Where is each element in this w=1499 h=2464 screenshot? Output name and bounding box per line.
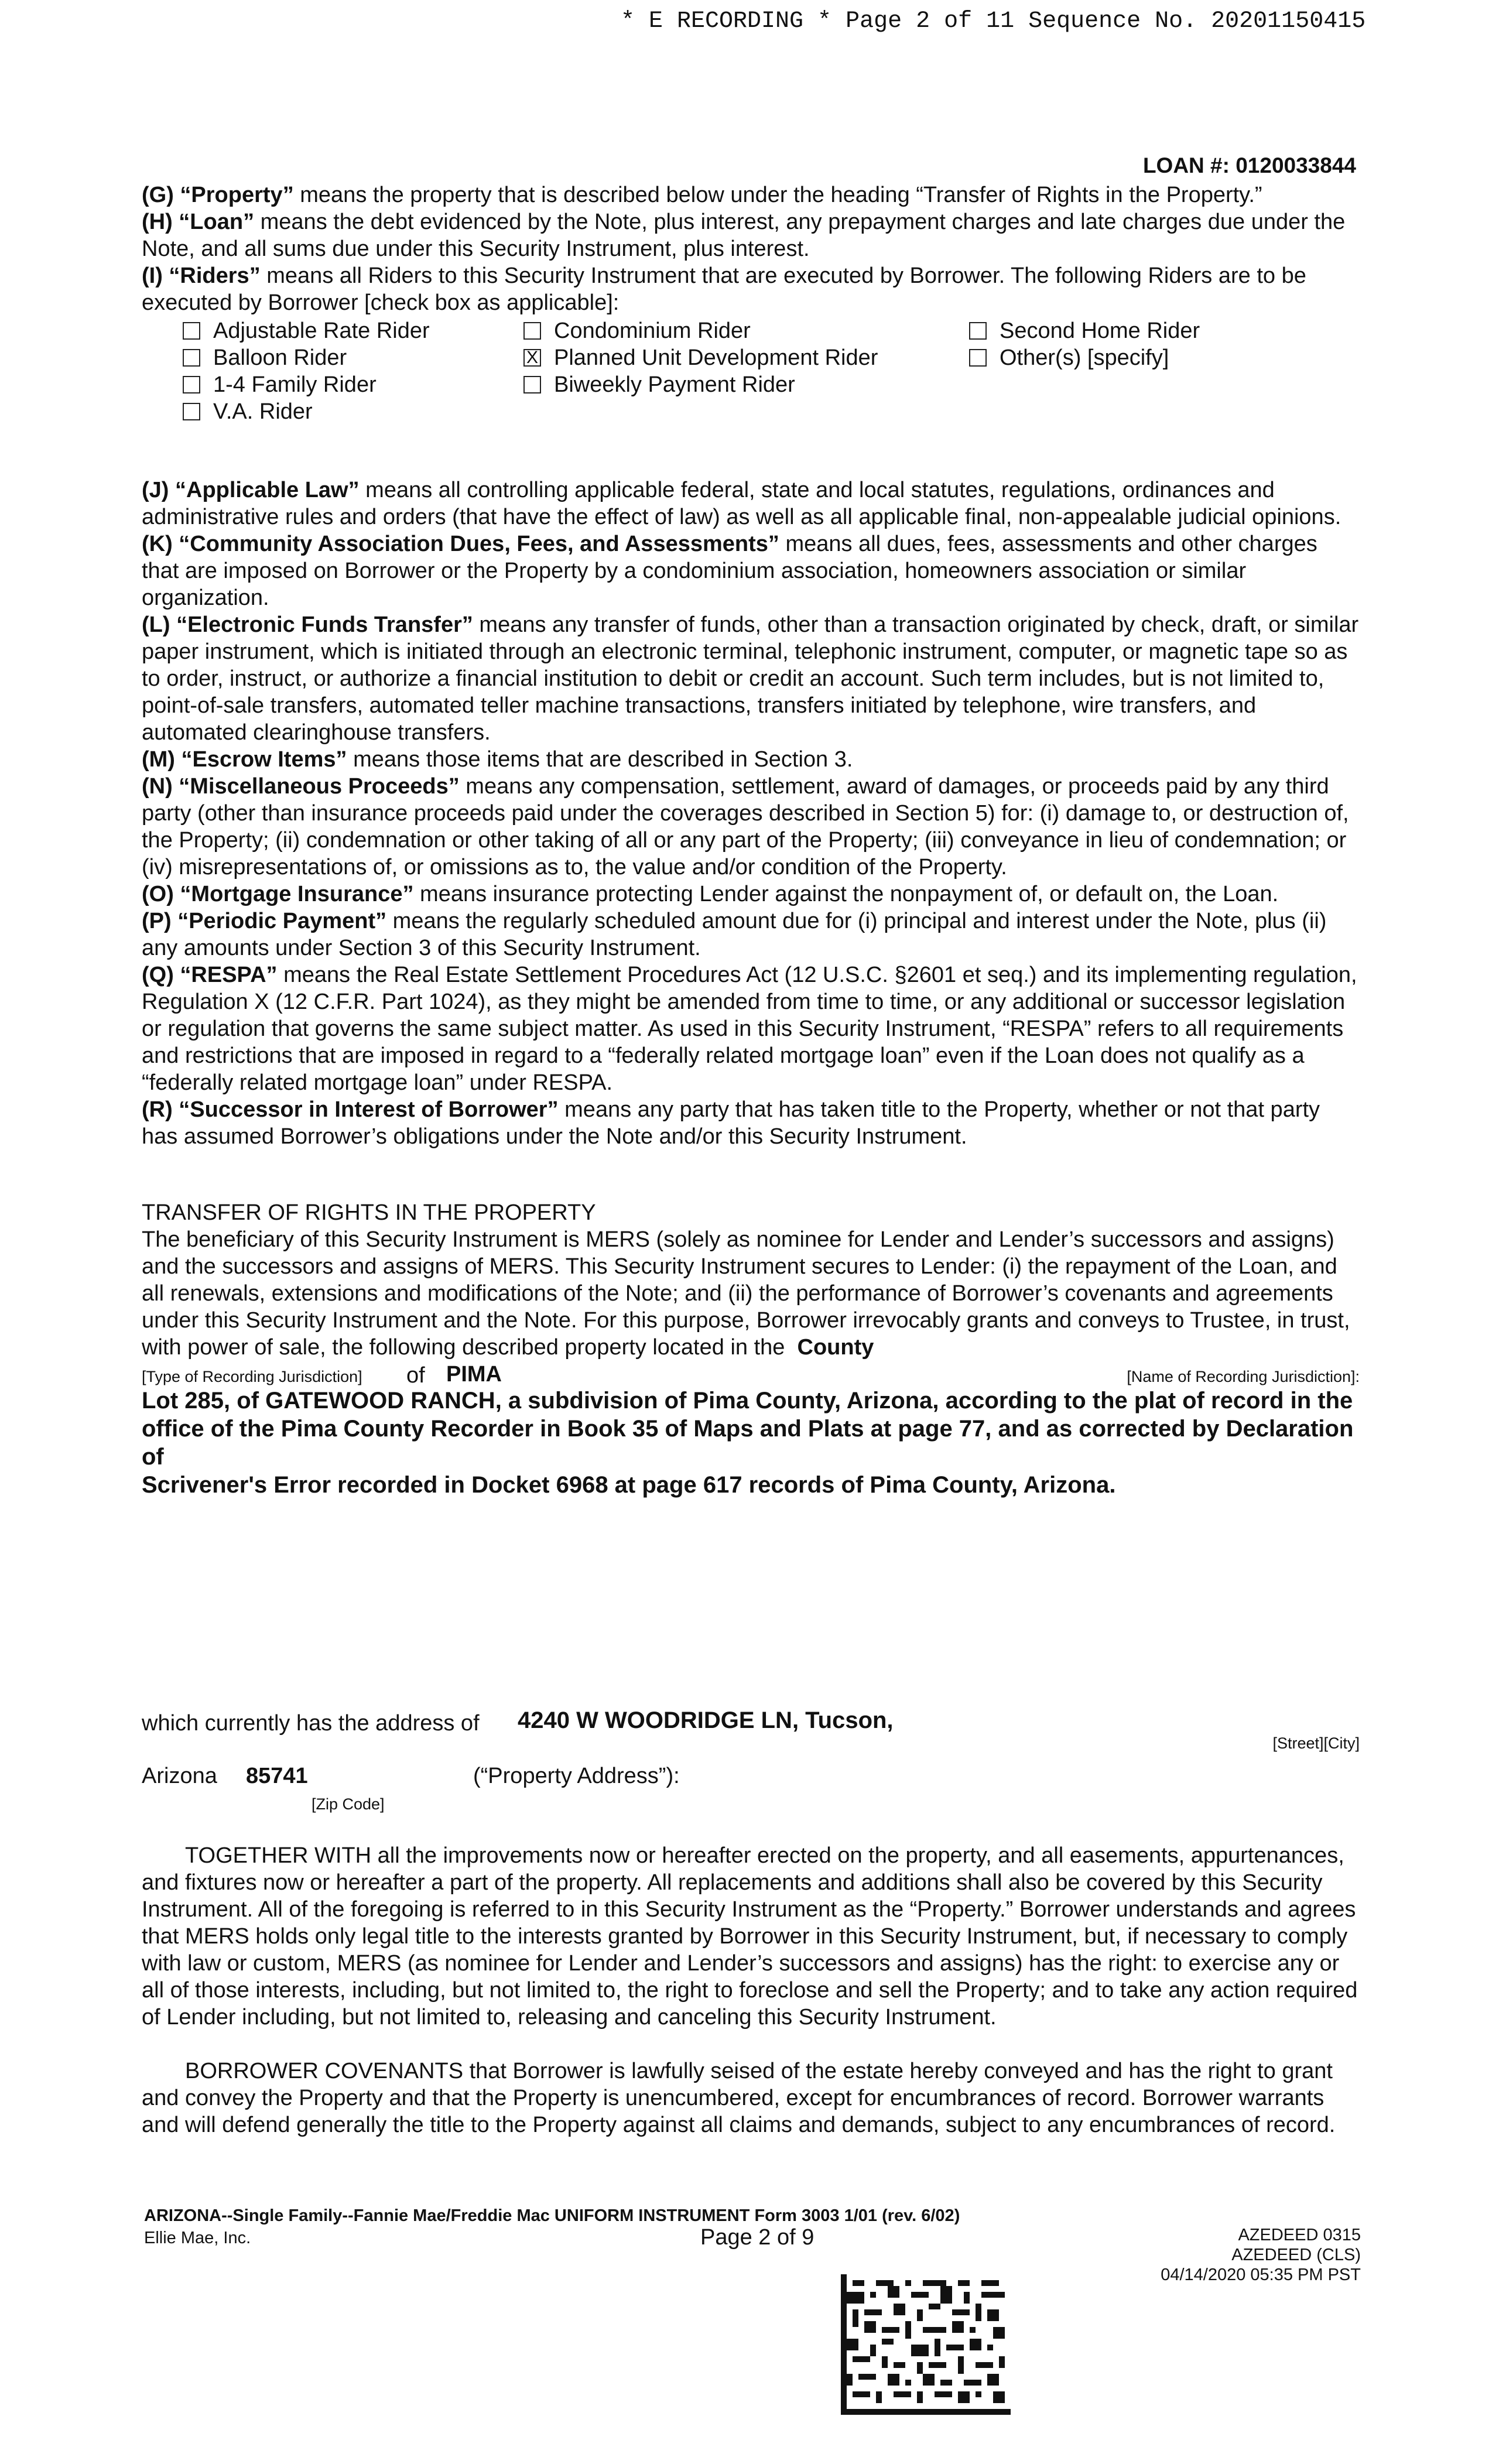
barcode-icon [841,2273,1011,2416]
checkbox[interactable] [523,322,541,340]
checkbox[interactable] [969,322,987,340]
form-code-2: AZEDEED (CLS) [1231,2246,1361,2264]
loan-number: LOAN #: 0120033844 [1142,153,1356,177]
type-of-jurisdiction-label: [Type of Recording Jurisdiction] [142,1368,362,1385]
checkbox[interactable] [969,349,987,367]
definition-o: (O) “Mortgage Insurance” means insurance protecting Lender against the nonpayment of, or default on, the Loan. [142,882,1279,906]
definition-m: (M) “Escrow Items” means those items that are described in Section 3. [142,747,853,772]
address-state: Arizona [142,1764,217,1788]
definition-n: (N) “Miscellaneous Proceeds” means any compensation, settlement, award of damages, or proceeds paid by any third party (other than insurance proceeds paid under the coverages described in Section 5) for: (i) damage to, or destruction of, the Property; (ii) condemnation or other taking of all or any part of the Property; (iii) conveyance in lieu of condemnation; or (iv) misrepresentations of, or omissions as to, the value and/or condition of the Property. [142,774,1349,879]
rider-adjustable-rate[interactable]: Adjustable Rate Rider [183,317,430,344]
checkbox[interactable] [183,376,200,393]
footer-timestamp: 04/14/2020 05:35 PM PST [1161,2265,1361,2284]
form-title: ARIZONA--Single Family--Fannie Mae/Freddie Mac UNIFORM INSTRUMENT Form 3003 1/01 (rev. 6/02) [144,2206,960,2225]
borrower-covenants-paragraph: BORROWER COVENANTS that Borrower is lawfully seised of the estate hereby conveyed and has the right to grant and convey the Property and that the Property is unencumbered, except for encumbrances of record. Borrower warrants and will defend generally the title to the Property against all claims and demands, subject to any encumbrances of record. [142,2059,1336,2137]
address-zip: 85741 [246,1764,308,1788]
property-address-label: (“Property Address”): [473,1764,680,1788]
checkbox[interactable] [183,349,200,367]
definition-k: (K) “Community Association Dues, Fees, and Assessments” means all dues, fees, assessments and other charges that are imposed on Borrower or the Property by a condominium association, homeowners association or similar organization. [142,532,1317,610]
company-name: Ellie Mae, Inc. [144,2229,251,2247]
rider-1-4-family[interactable]: 1-4 Family Rider [183,371,430,398]
form-code-1: AZEDEED 0315 [1238,2226,1361,2244]
rider-second-home[interactable]: Second Home Rider [969,317,1200,344]
rider-column-1 [183,317,430,425]
definition-l: (L) “Electronic Funds Transfer” means any transfer of funds, other than a transaction originated by check, draft, or similar paper instrument, which is initiated through an electronic terminal, telephonic instrument, computer, or magnetic tape so as to order, instruct, or authorize a financial institution to debit or credit an account. Such term includes, but is not limited to, point-of-sale transfers, automated teller machine transactions, transfers initiated by telephone, wire transfers, and automated clearinghouse transfers. [142,612,1359,745]
footer-codes [1161,2225,1361,2285]
rider-va[interactable]: V.A. Rider [183,398,430,425]
of-word: of [406,1363,425,1388]
checkbox-checked[interactable]: X [523,349,541,367]
checkbox[interactable] [183,403,200,420]
definition-h: (H) “Loan” means the debt evidenced by the Note, plus interest, any prepayment charges and late charges due under the Note, and all sums due under this Security Instrument, plus interest. [142,210,1346,261]
checkbox[interactable] [183,322,200,340]
name-of-jurisdiction-label: [Name of Recording Jurisdiction]: [1127,1368,1360,1385]
together-with-paragraph: TOGETHER WITH all the improvements now or hereafter erected on the property, and all easements, appurtenances, and fixtures now or hereafter a part of the property. All replacements and additions shall also be covered by this Security Instrument. All of the foregoing is referred to in this Security Instrument as the “Property.” Borrower understands and agrees that MERS holds only legal title to the interests granted by Borrower in this Security Instrument, but, if necessary to comply with law or custom, MERS (as nominee for Lender and Lender’s successors and assigns) has the right: to exercise any or all of those interests, including, but not limited to, the right to foreclose and sell the Property; and to take any action required of Lender including, but not limited to, releasing and canceling this Security Instrument. [142,1843,1358,2030]
zip-code-label: [Zip Code] [312,1795,385,1813]
definition-p: (P) “Periodic Payment” means the regularly scheduled amount due for (i) principal and interest under the Note, plus (ii) any amounts under Section 3 of this Security Instrument. [142,909,1327,960]
definitions-bottom [142,477,1360,1150]
rider-biweekly-payment[interactable]: Biweekly Payment Rider [523,371,878,398]
legal-description: Lot 285, of GATEWOOD RANCH, a subdivision of Pima County, Arizona, according to the plat of record in the office of the Pima County Recorder in Book 35 of Maps and Plats at page 77, and as corrected by Declaration of Scrivener's Error recorded in Docket 6968 at page 617 records of Pima County, Arizona. [142,1388,1354,1498]
rider-condominium[interactable]: Condominium Rider [523,317,878,344]
checkbox[interactable] [523,376,541,393]
page-number: Page 2 of 9 [700,2225,814,2250]
rider-planned-unit-development[interactable]: X Planned Unit Development Rider [523,344,878,371]
rider-column-2 [523,317,878,398]
rider-balloon[interactable]: Balloon Rider [183,344,430,371]
rider-other[interactable]: Other(s) [specify] [969,344,1200,371]
definition-g: (G) “Property” means the property that is described below under the heading “Transfer of Rights in the Property.” [142,183,1262,207]
definitions-top [142,182,1360,316]
address-intro: which currently has the address of [142,1711,480,1736]
transfer-heading: TRANSFER OF RIGHTS IN THE PROPERTY [142,1200,596,1225]
jurisdiction-type: County [797,1335,874,1360]
definition-j: (J) “Applicable Law” means all controlling applicable federal, state and local statutes, regulations, ordinances and administrative rules and orders (that have the effect of law) as well as all applicable final, non-appealable judicial opinions. [142,478,1341,529]
transfer-body: The beneficiary of this Security Instrument is MERS (solely as nominee for Lender and Lender’s successors and assigns) and the successors and assigns of MERS. This Security Instrument secures to Lender: (i) the repayment of the Loan, and all renewals, extensions and modifications of the Note; and (ii) the performance of Borrower’s covenants and agreements under this Security Instrument and the Note. For this purpose, Borrower irrevocably grants and conveys to Trustee, in trust, with power of sale, the following described property located in the County [142,1227,1350,1360]
rider-column-3 [969,317,1200,371]
recording-banner: * E RECORDING * Page 2 of 11 Sequence No. 20201150415 [621,8,1366,35]
definition-q: (Q) “RESPA” means the Real Estate Settlement Procedures Act (12 U.S.C. §2601 et seq.) and its implementing regulation, Regulation X (12 C.F.R. Part 1024), as they might be amended from time to time, or any additional or successor legislation or regulation that governs the same subject matter. As used in this Security Instrument, “RESPA” refers to all requirements and restrictions that are imposed in regard to a “federally related mortgage loan” even if the Loan does not qualify as a “federally related mortgage loan” under RESPA. [142,963,1357,1095]
definition-i: (I) “Riders” means all Riders to this Security Instrument that are executed by Borrower. The following Riders are to be executed by Borrower [check box as applicable]: [142,263,1306,315]
street-city: 4240 W WOODRIDGE LN, Tucson, [518,1707,894,1733]
street-city-label: [Street][City] [1272,1734,1360,1752]
jurisdiction-name: PIMA [446,1362,502,1387]
transfer-section [142,1199,1360,1361]
definition-r: (R) “Successor in Interest of Borrower” means any party that has taken title to the Property, whether or not that party has assumed Borrower’s obligations under the Note and/or this Security Instrument. [142,1097,1320,1149]
